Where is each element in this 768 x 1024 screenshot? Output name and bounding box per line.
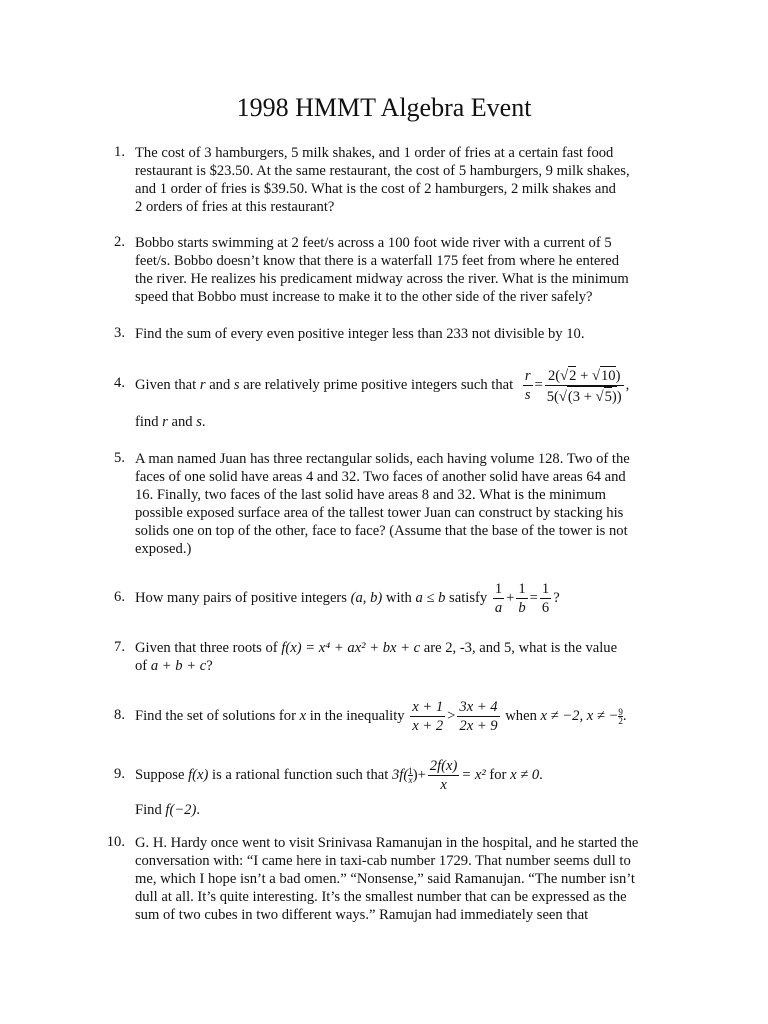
fraction-denominator: 6	[541, 600, 550, 617]
problem-line: restaurant is $23.50. At the same restaurant, the cost of 5 hamburgers, 9 milk shakes,	[135, 163, 630, 179]
punctuation: .	[622, 708, 627, 724]
math-expression: a + b + c	[150, 658, 207, 674]
fraction	[457, 698, 499, 735]
problem-text: and	[167, 414, 197, 430]
problem-line: Bobbo starts swimming at 2 feet/s across a 100 foot wide river with a current of 5	[135, 235, 612, 251]
variable-s: s	[196, 414, 202, 430]
fraction-numerator: 1	[408, 766, 413, 777]
problem-text: Find	[135, 802, 166, 818]
problem-number: 6.	[114, 589, 125, 605]
math-text: +	[576, 367, 592, 384]
math-text: )	[616, 388, 622, 405]
punctuation: .	[539, 767, 543, 783]
fraction-r-over-s	[523, 367, 533, 404]
problem-line: exposed.)	[135, 541, 192, 557]
fraction-denominator: s	[524, 387, 531, 404]
fraction	[516, 580, 527, 617]
fraction	[540, 580, 551, 617]
problem-line: A man named Juan has three rectangular solids, each having volume 128. Two of the	[135, 451, 630, 467]
fraction-denominator: x	[408, 775, 413, 786]
math-text: )	[611, 388, 617, 405]
problem-text: Given that three roots of	[135, 640, 282, 656]
problem-text: with	[382, 590, 416, 606]
problem-text: when	[505, 708, 537, 724]
problem-line: G. H. Hardy once went to visit Srinivasa Ramanujan in the hospital, and he started the	[135, 835, 639, 851]
fraction-numerator: 1	[518, 581, 526, 598]
problem-number: 7.	[114, 639, 125, 655]
problem-number: 4.	[114, 375, 125, 391]
fraction-denominator: x + 2	[412, 718, 444, 735]
math-condition: x ≠ 0	[510, 767, 540, 783]
math-text: 5(	[546, 388, 559, 405]
punctuation: .	[196, 802, 200, 818]
problem-text: find	[135, 414, 163, 430]
problem-text: are relatively prime positive integers such that	[239, 377, 514, 393]
problem-line: and 1 order of fries is $39.50. What is the cost of 2 hamburgers, 2 milk shakes and	[135, 181, 616, 197]
variable-r: r	[162, 414, 168, 430]
problem-text: Given that	[135, 377, 200, 393]
fraction-numerator: 3x + 4	[459, 699, 498, 716]
fraction-denominator: a	[494, 600, 503, 617]
problem-number: 5.	[114, 450, 125, 466]
problem-text: satisfy	[445, 590, 488, 606]
problem-number: 1.	[114, 144, 125, 160]
problem-line: the river. He realizes his predicament midway across the river. What is the minimum	[135, 271, 629, 287]
problem-text: is a rational function such that	[208, 767, 389, 783]
problem-text: and	[205, 377, 234, 393]
problem-number: 9.	[114, 766, 125, 782]
fraction-denominator: 2	[618, 716, 623, 727]
math-text: = x²	[461, 767, 486, 783]
fraction-numerator: 9	[618, 707, 623, 718]
plus-sign: +	[506, 590, 515, 606]
problem-line: solids one on top of the other, face to face? (Assume that the base of the tower is not	[135, 523, 628, 539]
math-condition: x ≠ −2, x ≠ −	[540, 708, 619, 724]
fraction-numerator: r	[524, 368, 531, 385]
radical-fraction	[545, 366, 624, 406]
problem-text: in the inequality	[306, 708, 405, 724]
math-function: f(x)	[188, 767, 209, 783]
variable-r: r	[199, 377, 206, 393]
math-text: 3f(	[391, 767, 409, 783]
fraction	[428, 757, 460, 794]
problem-text: Find the set of solutions for	[135, 708, 300, 724]
fraction-numerator: x + 1	[412, 699, 444, 716]
fraction-numerator: 2(√2 + √10)	[545, 366, 624, 386]
problem-number: 3.	[114, 325, 125, 341]
math-condition: a ≤ b	[415, 590, 446, 606]
fraction-numerator: 2f(x)	[429, 758, 458, 775]
greater-than-sign: >	[447, 708, 456, 724]
fraction	[410, 698, 445, 735]
problem-text: How many pairs of positive integers	[135, 590, 351, 606]
problem-line: speed that Bobbo must increase to make it to the other side of the river safely?	[135, 289, 593, 305]
problem-line: me, which I hope isn’t a bad omen.” “Nonsense,” said Ramanujan. “The number isn’t	[135, 871, 635, 887]
math-text: (3 +	[567, 388, 596, 405]
problem-text: of	[135, 658, 151, 674]
fraction-denominator: b	[518, 600, 526, 617]
variable-x: x	[299, 708, 307, 724]
math-text: 2(	[547, 367, 561, 384]
variable-s: s	[233, 377, 240, 393]
radicand: (3 + √5)	[567, 386, 617, 406]
punctuation: .	[201, 414, 206, 430]
radicand: 2	[569, 367, 577, 384]
math-function: f(x) = x⁴ + ax² + bx + c	[281, 640, 421, 656]
problem-line: conversation with: “I came here in taxi-cab number 1729. That number seems dull to	[135, 853, 631, 869]
problem-line: dull at all. It’s quite interesting. It’s the smallest number that can be expressed as the	[135, 889, 627, 905]
fraction-numerator: 1	[494, 581, 503, 598]
punctuation: ,	[625, 377, 630, 393]
math-expression: f(−2)	[165, 802, 197, 818]
problem-text: for	[489, 767, 507, 783]
problem-line: possible exposed surface area of the tallest tower Juan can construct by stacking his	[135, 505, 624, 521]
radicand: 5	[604, 388, 612, 405]
page-title: 1998 HMMT Algebra Event	[236, 93, 532, 122]
problem-number: 8.	[114, 707, 125, 723]
math-text: )+	[412, 767, 426, 783]
problem-text: Suppose	[135, 767, 189, 783]
problem-line: sum of two cubes in two different ways.” Ramujan had immediately seen that	[135, 907, 589, 923]
equals-sign: =	[529, 590, 538, 606]
math-text: )	[615, 367, 621, 384]
problem-text: are 2, -3, and 5, what is the value	[420, 640, 618, 656]
math-pair: (a, b)	[350, 590, 383, 606]
punctuation: ?	[206, 658, 213, 674]
fraction-denominator: x	[440, 777, 447, 794]
problem-number: 10.	[106, 834, 125, 850]
problem-line: faces of one solid have areas 4 and 32. Two faces of another solid have areas 64 and	[135, 469, 626, 485]
radicand: 10	[600, 367, 616, 384]
problem-line: 16. Finally, two faces of the last solid have areas 8 and 32. What is the minimum	[135, 487, 606, 503]
problem-line: Find the sum of every even positive integer less than 233 not divisible by 10.	[135, 326, 585, 342]
problem-number: 2.	[114, 234, 125, 250]
fraction	[493, 580, 504, 617]
fraction-numerator: 1	[541, 581, 550, 598]
equals-sign: =	[534, 377, 543, 393]
problem-line: 2 orders of fries at this restaurant?	[135, 199, 335, 215]
fraction-denominator: 2x + 9	[459, 718, 498, 735]
fraction-denominator: 5(√(3 + √5))	[545, 386, 624, 406]
punctuation: ?	[553, 590, 560, 606]
problem-line: The cost of 3 hamburgers, 5 milk shakes, and 1 order of fries at a certain fast food	[135, 145, 614, 161]
problem-line: feet/s. Bobbo doesn’t know that there is a waterfall 175 feet from where he entered	[135, 253, 619, 269]
